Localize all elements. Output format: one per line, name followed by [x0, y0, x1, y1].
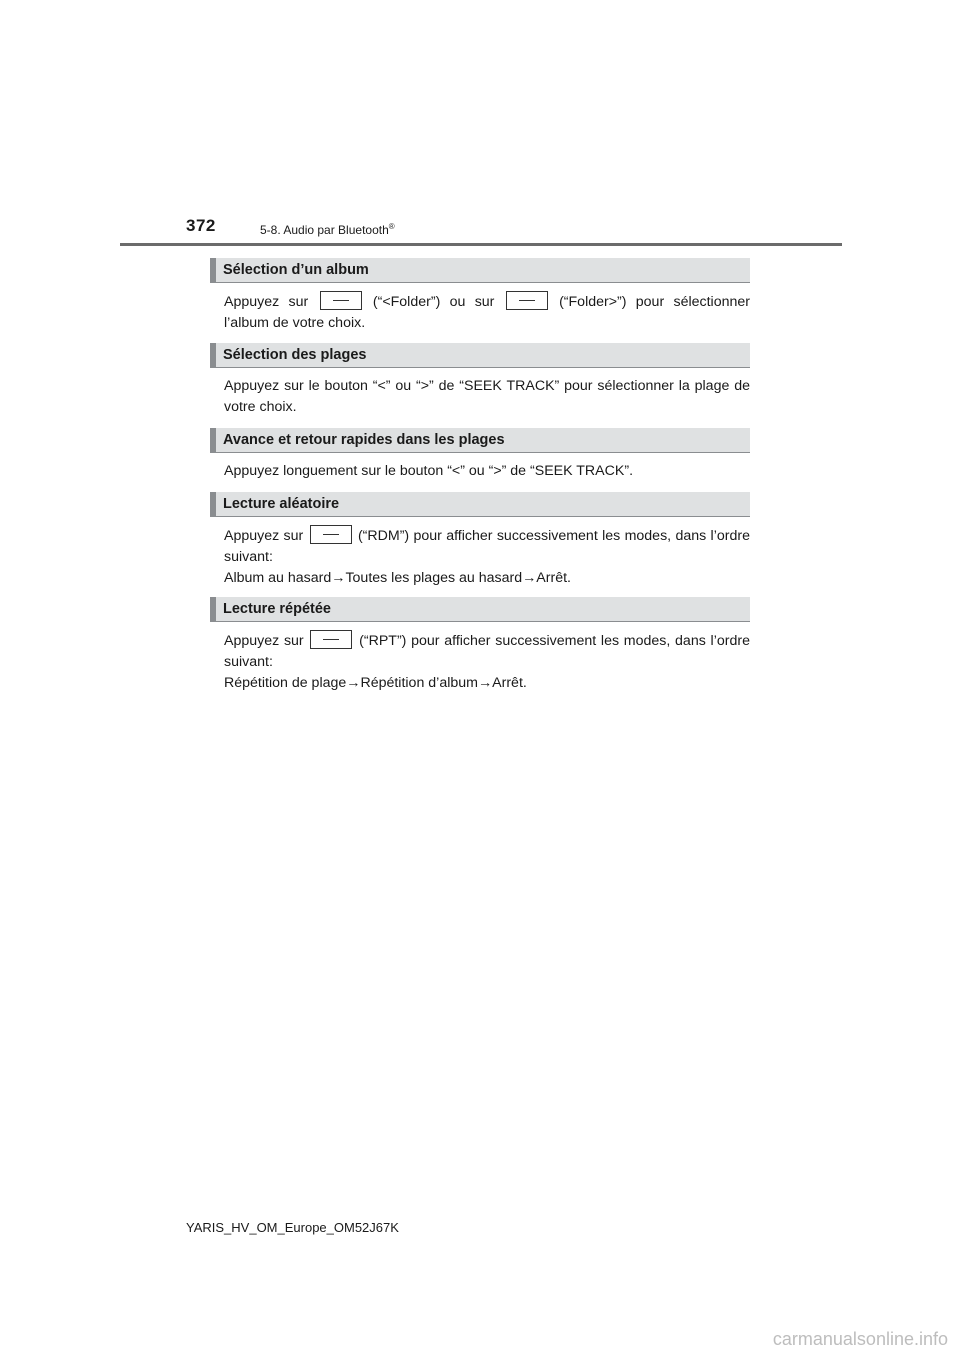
section-fast-forward-rewind: [210, 428, 750, 482]
section-repeat-playback: [210, 597, 750, 694]
section-heading: Lecture répétée: [210, 597, 750, 621]
watermark: carmanualsonline.info: [772, 1329, 948, 1349]
button-placeholder-icon: [320, 291, 362, 310]
section-paragraph: [224, 525, 750, 568]
text-run: (“<Folder”) ou sur: [372, 294, 495, 310]
page-number: 372: [186, 216, 216, 235]
section-album-selection: [210, 258, 750, 334]
section-sequence: Album au hasard→Toutes les plages au hasard→Arrêt.: [224, 570, 571, 586]
section-random-playback: [210, 492, 750, 589]
registered-mark: ®: [388, 222, 395, 231]
button-placeholder-icon: [310, 630, 352, 649]
section-paragraph: [224, 630, 750, 673]
section-heading: Sélection d’un album: [210, 258, 750, 282]
text-run: (“Folder>”) pour sélectionner l’album de votre choix.: [224, 294, 750, 331]
section-paragraph: [224, 291, 750, 334]
section-heading: Lecture aléatoire: [210, 492, 750, 516]
text-run: (“RPT”) pour afficher successivement les modes, dans l’ordre suivant:: [224, 633, 750, 670]
section-title: [260, 222, 395, 237]
section-heading: Avance et retour rapides dans les plages: [210, 428, 750, 452]
header-rule: [120, 243, 842, 246]
text-run: Appuyez sur: [224, 633, 304, 649]
section-paragraph: Appuyez longuement sur le bouton “<” ou “>” de “SEEK TRACK”.: [224, 463, 634, 479]
footer-doc-code: YARIS_HV_OM_Europe_OM52J67K: [186, 1220, 399, 1235]
section-heading: Sélection des plages: [210, 343, 750, 367]
text-run: Appuyez sur: [224, 528, 304, 544]
text-run: Appuyez sur: [224, 294, 309, 310]
button-placeholder-icon: [506, 291, 548, 310]
section-title-text: 5-8. Audio par Bluetooth: [260, 223, 389, 237]
section-paragraph: Appuyez sur le bouton “<” ou “>” de “SEEK TRACK” pour sélectionner la plage de votre choix.: [224, 378, 750, 415]
button-placeholder-icon: [310, 525, 352, 544]
section-track-selection: [210, 343, 750, 418]
section-sequence: Répétition de plage→Répétition d’album→Arrêt.: [224, 675, 527, 691]
text-run: (“RDM”) pour afficher successivement les modes, dans l’ordre suivant:: [224, 528, 750, 565]
